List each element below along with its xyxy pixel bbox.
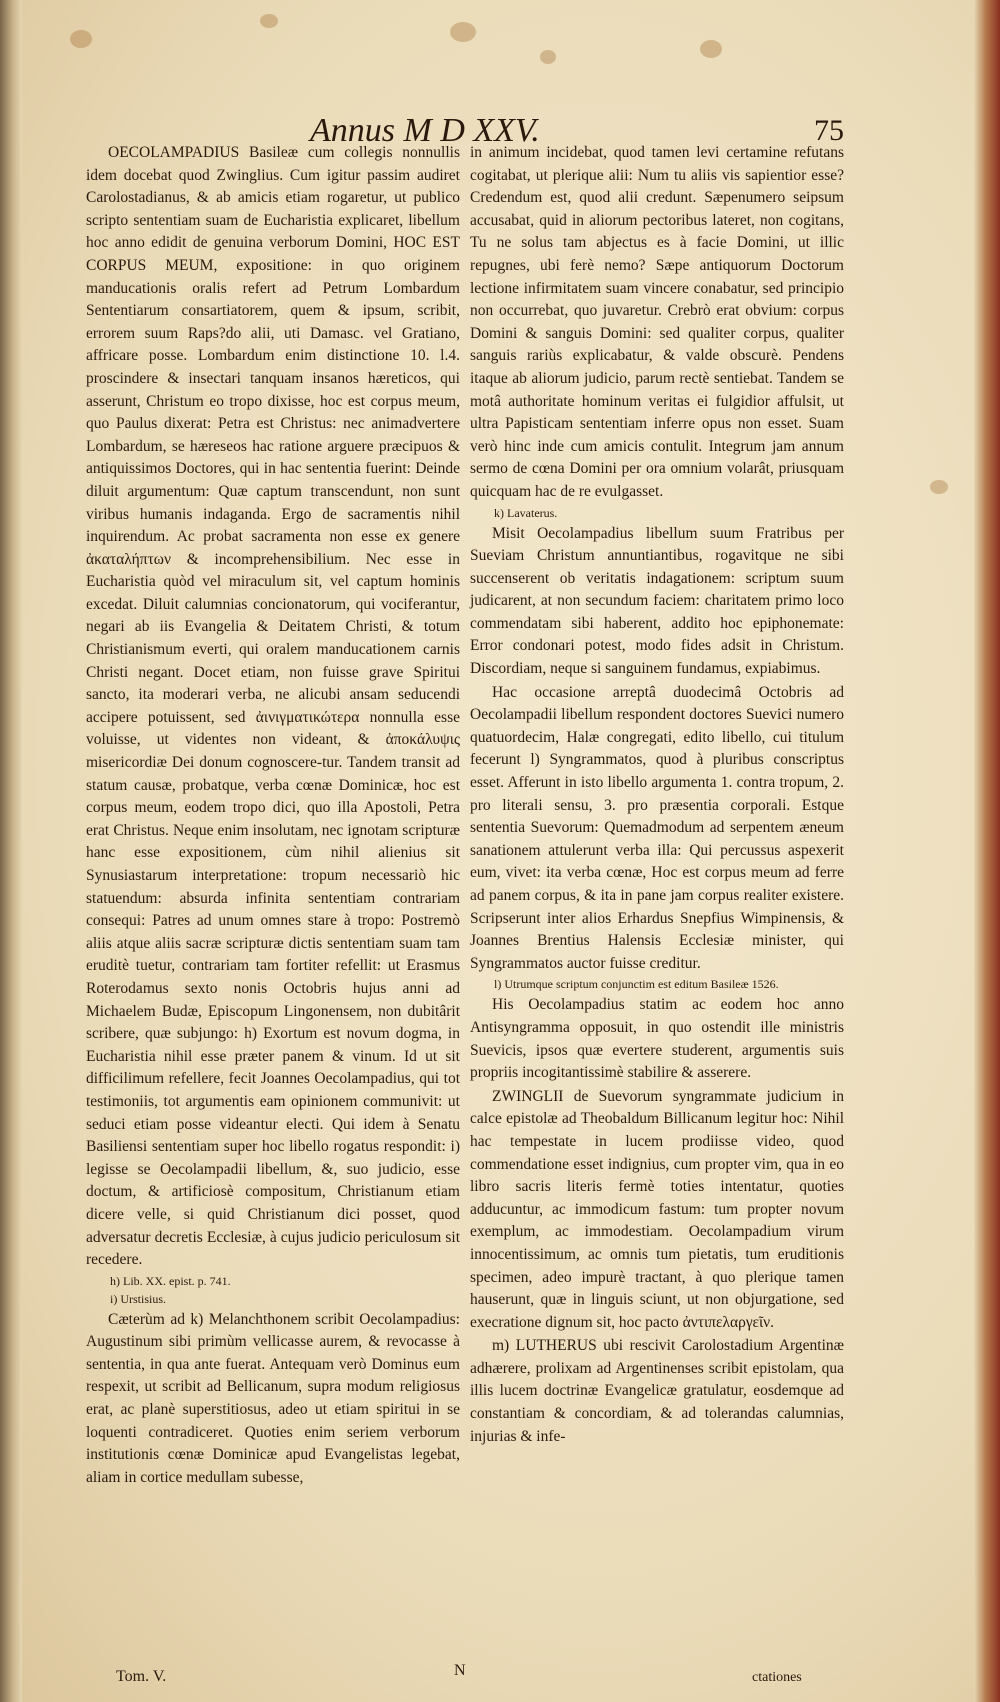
paragraph: ZWINGLII de Suevorum syngrammate judicium in calce epistolæ ad Theobaldum Billicanum legitur hoc: Nihil hac tempestate in lucem prodiisse video, quod commendatione esset indignius, cum propter vim, qua in eo libro sacris literis fermè toties intentatur, quoties adducuntur, ac immodicum fastum: tum propter novum exemplum, ac immodestiam. Oecolampadium virum innocentissimum, ac omnis tum pietatis, tum eruditionis specimen, adeo impurè tractant, à quo plerique tamen hauserunt, quæ in linguis sciunt, ut non objurgatione, sed execratione dignum sit, hoc pacto ἀντιπελαργεῖν. <box>470 1087 844 1331</box>
foxing-spot <box>450 22 476 42</box>
foxing-spot <box>540 50 556 64</box>
paragraph: OECOLAMPADIUS Basileæ cum collegis nonnullis idem docebat quod Zwinglius. Cum igitur passim audiret Carolostadianus, & ab amicis etiam rogaretur, ut publico scripto sententiam suam de Eucharistia explicaret, libellum hoc anno edidit de genuina verborum Domini, HOC EST CORPUS MEUM, expositione: in quo originem manducationis oralis refert ad Petrum Lombardum Sententiarum consartiatorem, quem & ipsum, scribit, errorem suum Raps?do alii, uti Damasc. vel Gratiano, affricare posse. Lombardum enim distinctione 10. l.4. proscindere & insectari tanquam insanos hæreticos, qui asserunt, Christum eo tropo dixisse, hoc est corpus meum, quo Paulus dixerat: Petra est Christus: nec animadvertere Lombardum, se hæreseos hac ratione arguere præcipuos & antiquissimos Doctores, qui in hac sententia fuerint: Deinde diluit argumentum: Quæ captum transcendunt, non sunt viribus humanis indaganda. Ergo de sacramentis nihil inquirendum. Ac probat sacramenta non esse ex genere ἀκαταλήπτων & incomprehensibilium. Nec esse in Eucharistia quòd vel miraculum sit, vel captum hominis excedat. Diluit calumnias concionatorum, qui vociferantur, negari ab iis Evangelia & Deitatem Christi, & totum Christianismum everti, qui oralem manducationem carnis Christi negant. Docet etiam, non fuisse grave Spiritui sancto, ita moderari verba, ne alicubi ansam seducendi accipere potuissent, sed ἀινιγματικώτερα nonnulla esse voluisse, ut videntes non videant, & ἀποκάλυψις misericordiæ Dei donum cognoscere-tur. Tandem transit ad statum causæ, probatque, verba cœnæ Dominicæ, hoc est corpus meum, eodem tropo dici, quo illa Apostoli, Petra erat Christus. Neque enim insolutam, nec ignotam scripturæ hanc esse expositionem, cùm nihil alienius sit Synusiastarum interpretatione: tropum necessariò hic statuendum: absurda infinita sententiam contrariam consequi: Patres ad unum omnes stare à tropo: Postremò aliis atque aliis sacræ scripturæ dictis sententiam suam tam eruditè tuetur, contrariam tam fortiter refellit: ut Erasmus Roterodamus sexto nonis Octobris hujus anni ad Michaelem Budæ, Episcopum Lingonensem, non dubitârit scribere, quæ subjungo: h) Exortum est novum dogma, in Eucharistia nihil esse præter panem & vinum. Id ut sit difficilimum refellere, fecit Joannes Oecolampadius, qui tot testimoniis, tot argumentis eam opinionem communivit: ut seduci etiam posse videantur electi. Qui idem à Senatu Basiliensi sententiam super hoc libello rogatus respondit: i) legisse se Oecolampadii libellum, &, suo judicio, esse doctum, & artificiosè compositum, Christianum etiam dicere velle, si quid Christianum dici posset, quod adversatur decretis Ecclesiæ, à cujus judicio periculosum sit recedere. <box>86 144 460 1269</box>
right-column <box>470 142 844 1449</box>
footnote: h) Lib. XX. epist. p. 741. <box>110 1273 231 1288</box>
paragraph: Cæterùm ad k) Melanchthonem scribit Oecolampadius: Augustinum sibi primùm vellicasse aurem, & revocasse à sententia, in qua ante fuerat. Antequam verò Dominus eum respexit, ut scribit ad Bellicanum, supra modum religiosus erat, ac planè superstitiosus, adeo ut etiam spiritui in se loquenti contradiceret. Quoties enim seriem verborum institutionis cœnæ Dominicæ apud Evangelistas legebat, aliam in cortice medullam subesse, <box>86 1310 460 1486</box>
footnote: l) Utrumque scriptum conjunctim est editum Basileæ 1526. <box>494 977 779 992</box>
paragraph: Hac occasione arreptâ duodecimâ Octobris ad Oecolampadii libellum respondent doctores Suevici numero quatuordecim, Halæ congregati, edito libello, cui titulum fecerunt l) Syngrammatos, quod à pluribus conscriptus esset. Afferunt in isto libello argumenta 1. contra tropum, 2. pro literali sensu, 3. pro præsentia corporali. Estque sententia Suevorum: Quemadmodum ad serpentem æneum sanationem attulerunt verba illa: Qui percussus aspexerit eum, vivet: ita verba cœnæ, Hoc est corpus meum ad ferre ad panem corpus, & ita in pane jam corpus realiter existere. Scripserunt inter alios Erhardus Snepfius Wimpinensis, & Joannes Brentius Halensis Ecclesiæ minister, qui Syngrammatos auctor fuisse creditur. <box>470 683 844 972</box>
paragraph: Misit Oecolampadius libellum suum Fratribus per Sueviam Christum annuntiantibus, rogavitque ne sibi succenserent ob veritatis indagationem: scriptum suum judicarent, at non secundum faciem: charitatem primo loco commendatam sibi haberent, addito hoc epiphonemate: Error condonari potest, modo fides adsit in Christum. Discordiam, neque si sanguinem fundamus, expiabimus. <box>470 524 844 678</box>
volume-mark: Tom. V. <box>116 1668 167 1685</box>
foxing-spot <box>70 30 92 48</box>
footnote: i) Urstisius. <box>110 1291 167 1306</box>
left-column <box>86 142 460 1490</box>
binding-gutter <box>0 0 22 1702</box>
page-edge <box>974 0 1000 1702</box>
paragraph: m) LUTHERUS ubi rescivit Carolostadium Argentinæ adhærere, prolixam ad Argentinenses scribit epistolam, qua illis lucem doctrinæ Evangelicæ gratulatur, eosdemque ad constantiam & concordiam, & ad tolerandas calumnias, injurias & infe- <box>470 1337 844 1445</box>
signature-mark: N <box>454 1662 466 1679</box>
paragraph: in animum incidebat, quod tamen levi certamine refutans cogitabat, ut plerique alii: Num tu aliis vis sapientior esse? Credendum est, quod alii credunt. Sæpenumero seipsum accusabat, quid in aliorum pectoribus lateret, non cogitans, Tu ne solus tam abjectus es à facie Domini, ut illic repugnes, ubi ferè nemo? Sæpe antiquorum Doctorum lectione infirmitatem suam vincere conabatur, sed principio non occurrebat, quo juvaretur. Crebrò erat obvium: corpus Domini & sanguis Domini: sed qualiter corpus, qualiter sanguis rariùs explicabatur, & valde obscurè. Pendens itaque ab aliorum judicio, parum rectè sentiebat. Tandem se motâ authoritate hominum veritas ei fulgidior affulsit, ut ultra Papisticam sententiam inferre opus non esset. Suam verò hinc inde cum amicis contulit. Integrum jam annum sermo de cœna Domini per ora omnium volarât, priusquam quicquam hac de re evulgasset. <box>470 144 844 500</box>
foxing-spot <box>930 480 948 494</box>
paragraph: His Oecolampadius statim ac eodem hoc anno Antisyngramma opposuit, in quo ostendit ille ministris Suevicis, ipsos quæ evertere studerent, argumentis suis propriis incogitantissimè stabilire & asserere. <box>470 996 844 1082</box>
running-title: Annus M D XXV. <box>310 112 540 149</box>
catchword: ctationes <box>752 1670 802 1685</box>
foxing-spot <box>260 14 278 28</box>
footnote: k) Lavaterus. <box>494 505 558 520</box>
foxing-spot <box>700 40 722 58</box>
page-number: 75 <box>814 114 844 147</box>
